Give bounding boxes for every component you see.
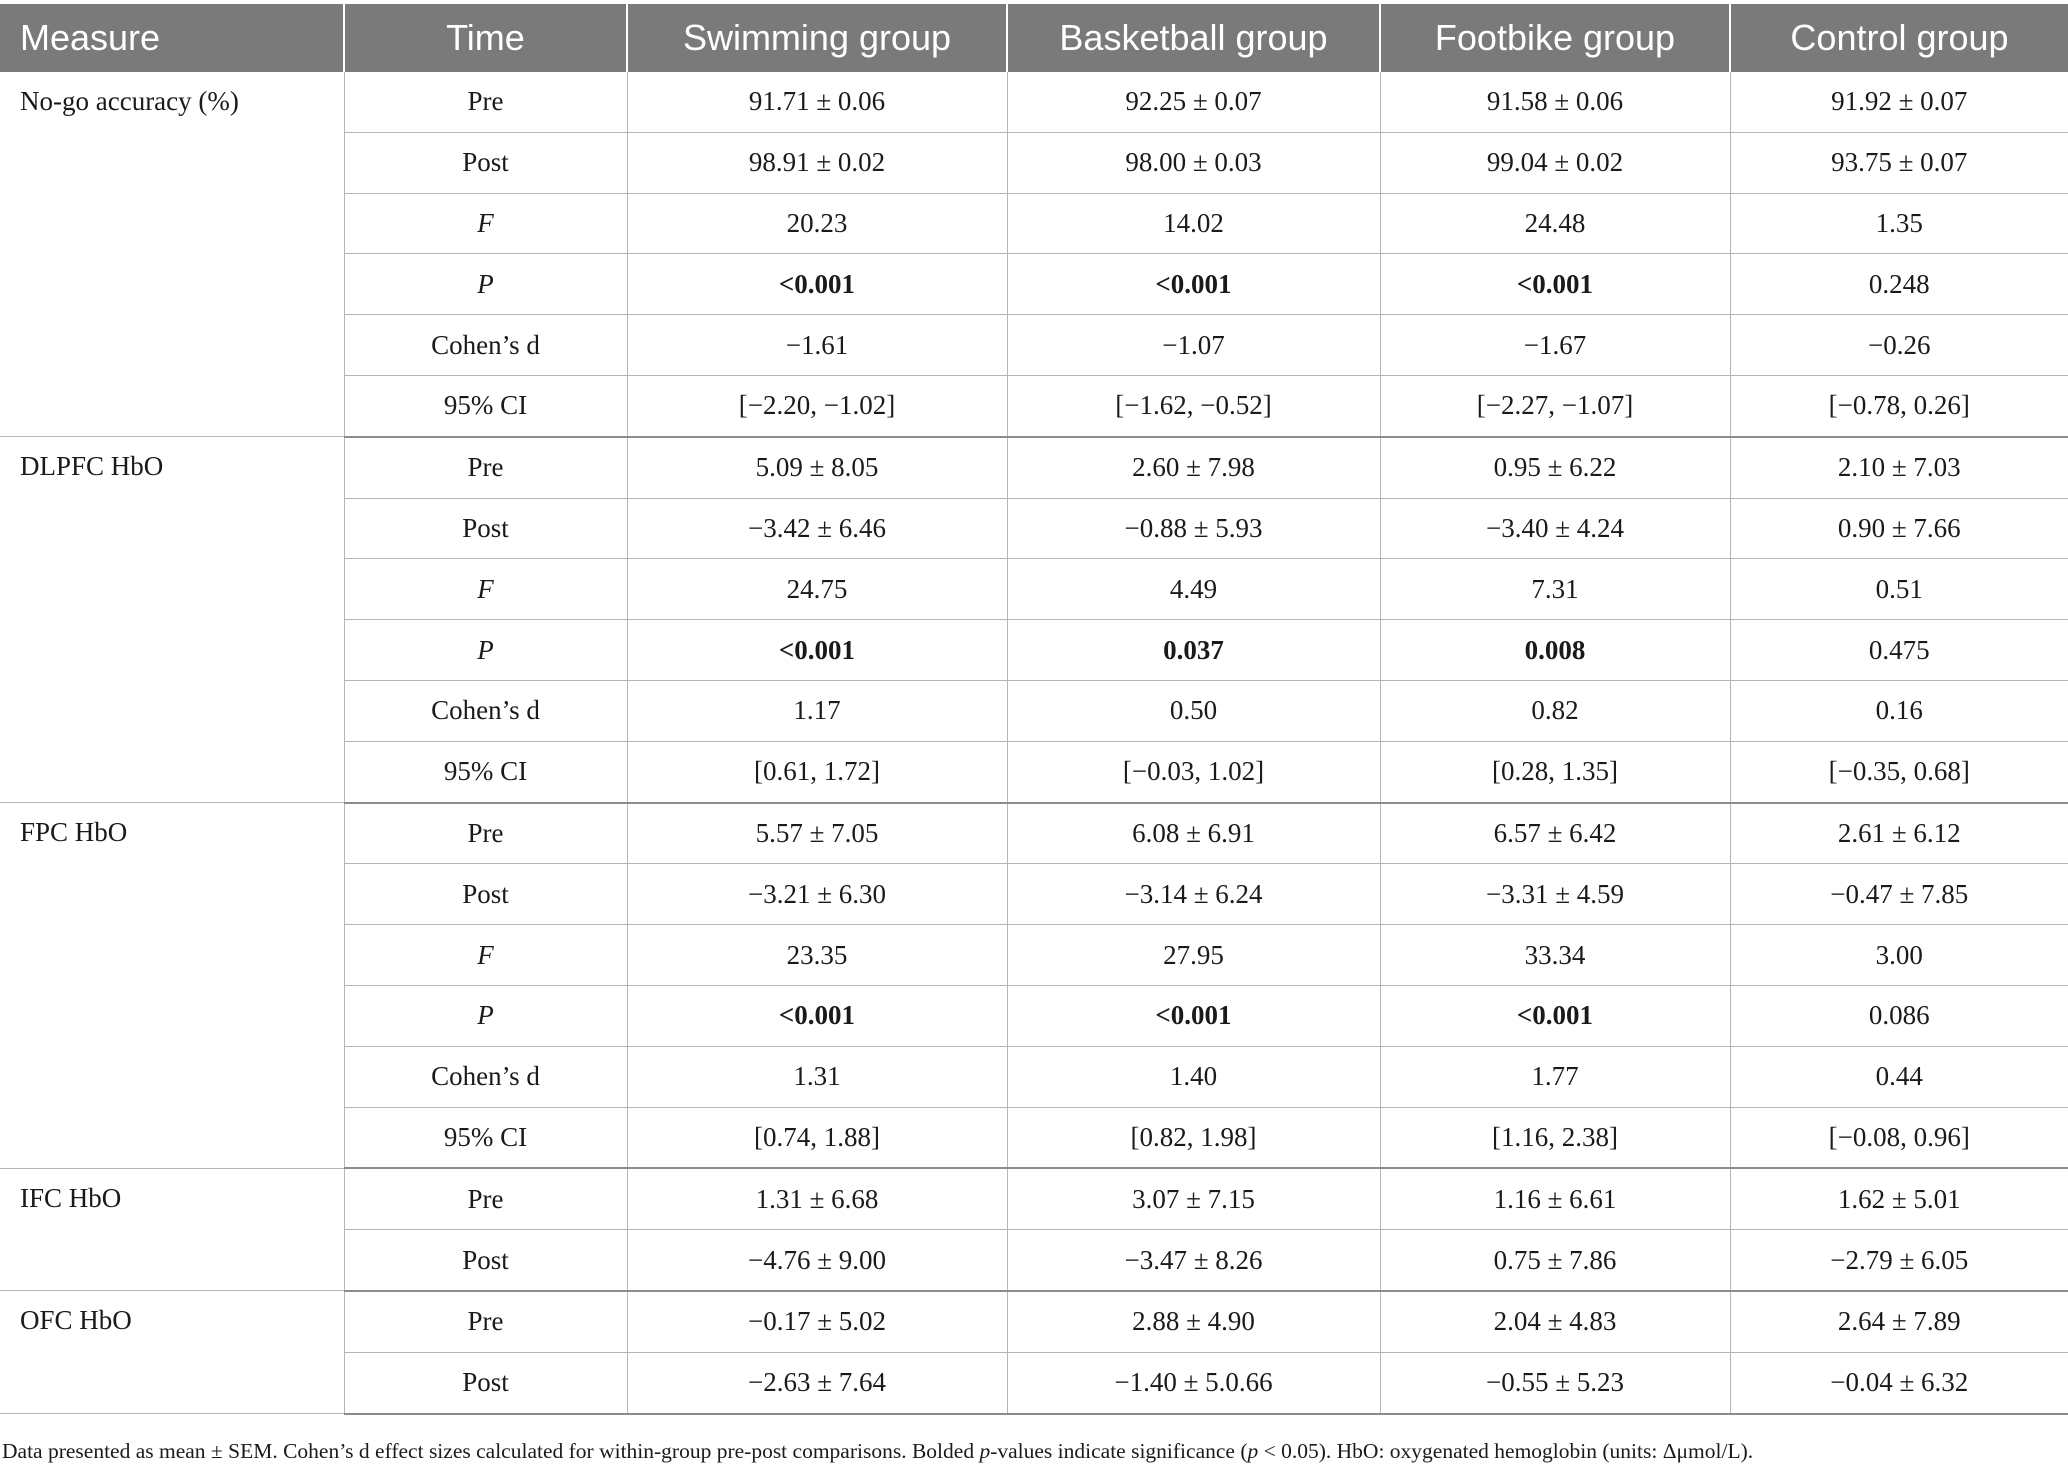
value-cell: 3.07 ± 7.15 xyxy=(1007,1168,1380,1229)
value-cell: 1.17 xyxy=(627,680,1007,741)
measure-cell: FPC HbO xyxy=(0,803,344,1169)
value-cell: 98.00 ± 0.03 xyxy=(1007,132,1380,193)
results-table-container xyxy=(0,4,2068,1415)
value-cell: <0.001 xyxy=(1007,254,1380,315)
value-cell: 98.91 ± 0.02 xyxy=(627,132,1007,193)
value-cell: −0.17 ± 5.02 xyxy=(627,1291,1007,1352)
value-cell: 0.75 ± 7.86 xyxy=(1380,1230,1730,1291)
time-cell: P xyxy=(344,985,627,1046)
table-row xyxy=(0,1291,2068,1352)
time-cell: Cohen’s d xyxy=(344,680,627,741)
header-basketball-group: Basketball group xyxy=(1007,4,1380,72)
measure-cell: IFC HbO xyxy=(0,1168,344,1291)
table-footnote xyxy=(2,1441,1753,1463)
value-cell: [−0.08, 0.96] xyxy=(1730,1107,2068,1168)
value-cell: 6.08 ± 6.91 xyxy=(1007,803,1380,864)
value-cell: [−0.03, 1.02] xyxy=(1007,741,1380,802)
value-cell: 1.77 xyxy=(1380,1046,1730,1107)
time-cell: 95% CI xyxy=(344,375,627,436)
value-cell: 24.48 xyxy=(1380,193,1730,254)
table-row xyxy=(0,803,2068,864)
value-cell: 14.02 xyxy=(1007,193,1380,254)
header-control-group: Control group xyxy=(1730,4,2068,72)
time-cell: Pre xyxy=(344,437,627,498)
value-cell: 20.23 xyxy=(627,193,1007,254)
value-cell: 2.64 ± 7.89 xyxy=(1730,1291,2068,1352)
value-cell: 3.00 xyxy=(1730,925,2068,986)
value-cell: −1.07 xyxy=(1007,315,1380,376)
value-cell: 91.92 ± 0.07 xyxy=(1730,72,2068,132)
value-cell: 0.90 ± 7.66 xyxy=(1730,498,2068,559)
value-cell: 0.248 xyxy=(1730,254,2068,315)
footnote-text: Data presented as mean ± SEM. Cohen’s d effect sizes calculated for within-group pre-post comparisons. Bolded xyxy=(2,1439,980,1463)
table-row xyxy=(0,1168,2068,1229)
table-header xyxy=(0,4,2068,72)
time-cell: Pre xyxy=(344,1291,627,1352)
value-cell: <0.001 xyxy=(1380,985,1730,1046)
value-cell: −2.63 ± 7.64 xyxy=(627,1352,1007,1413)
value-cell: 0.50 xyxy=(1007,680,1380,741)
value-cell: 7.31 xyxy=(1380,559,1730,620)
value-cell: −4.76 ± 9.00 xyxy=(627,1230,1007,1291)
value-cell: 2.61 ± 6.12 xyxy=(1730,803,2068,864)
value-cell: 6.57 ± 6.42 xyxy=(1380,803,1730,864)
measure-cell: DLPFC HbO xyxy=(0,437,344,803)
value-cell: [−0.78, 0.26] xyxy=(1730,375,2068,436)
value-cell: 92.25 ± 0.07 xyxy=(1007,72,1380,132)
time-cell: Post xyxy=(344,132,627,193)
time-cell: P xyxy=(344,254,627,315)
value-cell: 1.35 xyxy=(1730,193,2068,254)
value-cell: [1.16, 2.38] xyxy=(1380,1107,1730,1168)
value-cell: 0.008 xyxy=(1380,620,1730,681)
table-body xyxy=(0,72,2068,1414)
time-cell: F xyxy=(344,925,627,986)
table-row xyxy=(0,72,2068,132)
value-cell: 93.75 ± 0.07 xyxy=(1730,132,2068,193)
value-cell: 24.75 xyxy=(627,559,1007,620)
value-cell: −3.42 ± 6.46 xyxy=(627,498,1007,559)
value-cell: 0.95 ± 6.22 xyxy=(1380,437,1730,498)
value-cell: <0.001 xyxy=(627,985,1007,1046)
value-cell: [0.82, 1.98] xyxy=(1007,1107,1380,1168)
value-cell: −1.40 ± 5.0.66 xyxy=(1007,1352,1380,1413)
value-cell: [−2.20, −1.02] xyxy=(627,375,1007,436)
value-cell: −3.31 ± 4.59 xyxy=(1380,864,1730,925)
value-cell: 0.086 xyxy=(1730,985,2068,1046)
value-cell: 33.34 xyxy=(1380,925,1730,986)
time-cell: 95% CI xyxy=(344,741,627,802)
time-cell: Cohen’s d xyxy=(344,315,627,376)
value-cell: 0.16 xyxy=(1730,680,2068,741)
value-cell: [−1.62, −0.52] xyxy=(1007,375,1380,436)
value-cell: 0.82 xyxy=(1380,680,1730,741)
value-cell: 1.40 xyxy=(1007,1046,1380,1107)
time-cell: Post xyxy=(344,864,627,925)
time-cell: 95% CI xyxy=(344,1107,627,1168)
value-cell: 1.16 ± 6.61 xyxy=(1380,1168,1730,1229)
value-cell: −3.40 ± 4.24 xyxy=(1380,498,1730,559)
footnote-text: -values indicate significance ( xyxy=(990,1439,1248,1463)
time-cell: Cohen’s d xyxy=(344,1046,627,1107)
time-cell: Pre xyxy=(344,1168,627,1229)
value-cell: 2.04 ± 4.83 xyxy=(1380,1291,1730,1352)
results-table xyxy=(0,4,2068,1415)
value-cell: −1.61 xyxy=(627,315,1007,376)
value-cell: <0.001 xyxy=(1380,254,1730,315)
time-cell: F xyxy=(344,193,627,254)
value-cell: −2.79 ± 6.05 xyxy=(1730,1230,2068,1291)
header-row xyxy=(0,4,2068,72)
value-cell: 0.51 xyxy=(1730,559,2068,620)
measure-cell: OFC HbO xyxy=(0,1291,344,1414)
value-cell: −3.47 ± 8.26 xyxy=(1007,1230,1380,1291)
time-cell: Post xyxy=(344,498,627,559)
value-cell: 5.09 ± 8.05 xyxy=(627,437,1007,498)
value-cell: −1.67 xyxy=(1380,315,1730,376)
value-cell: 27.95 xyxy=(1007,925,1380,986)
value-cell: 4.49 xyxy=(1007,559,1380,620)
value-cell: 1.31 ± 6.68 xyxy=(627,1168,1007,1229)
time-cell: Post xyxy=(344,1352,627,1413)
footnote-p-italic: p xyxy=(979,1439,991,1463)
measure-cell: No-go accuracy (%) xyxy=(0,72,344,437)
footnote-text: < 0.05). HbO: oxygenated hemoglobin (units: Δμmol/L). xyxy=(1258,1439,1754,1463)
value-cell: −0.04 ± 6.32 xyxy=(1730,1352,2068,1413)
value-cell: <0.001 xyxy=(1007,985,1380,1046)
value-cell: <0.001 xyxy=(627,254,1007,315)
value-cell: <0.001 xyxy=(627,620,1007,681)
header-time: Time xyxy=(344,4,627,72)
header-footbike-group: Footbike group xyxy=(1380,4,1730,72)
value-cell: 5.57 ± 7.05 xyxy=(627,803,1007,864)
value-cell: 91.58 ± 0.06 xyxy=(1380,72,1730,132)
footnote-p-italic: p xyxy=(1247,1439,1259,1463)
time-cell: Post xyxy=(344,1230,627,1291)
value-cell: 0.44 xyxy=(1730,1046,2068,1107)
header-swimming-group: Swimming group xyxy=(627,4,1007,72)
value-cell: 2.60 ± 7.98 xyxy=(1007,437,1380,498)
value-cell: −0.55 ± 5.23 xyxy=(1380,1352,1730,1413)
value-cell: 91.71 ± 0.06 xyxy=(627,72,1007,132)
value-cell: −0.88 ± 5.93 xyxy=(1007,498,1380,559)
value-cell: [0.74, 1.88] xyxy=(627,1107,1007,1168)
value-cell: [0.28, 1.35] xyxy=(1380,741,1730,802)
value-cell: 99.04 ± 0.02 xyxy=(1380,132,1730,193)
value-cell: 1.62 ± 5.01 xyxy=(1730,1168,2068,1229)
table-row xyxy=(0,437,2068,498)
value-cell: [−0.35, 0.68] xyxy=(1730,741,2068,802)
value-cell: [0.61, 1.72] xyxy=(627,741,1007,802)
value-cell: 0.037 xyxy=(1007,620,1380,681)
time-cell: P xyxy=(344,620,627,681)
value-cell: 2.88 ± 4.90 xyxy=(1007,1291,1380,1352)
value-cell: −3.21 ± 6.30 xyxy=(627,864,1007,925)
value-cell: 2.10 ± 7.03 xyxy=(1730,437,2068,498)
value-cell: 1.31 xyxy=(627,1046,1007,1107)
time-cell: Pre xyxy=(344,72,627,132)
value-cell: [−2.27, −1.07] xyxy=(1380,375,1730,436)
time-cell: F xyxy=(344,559,627,620)
header-measure: Measure xyxy=(0,4,344,72)
time-cell: Pre xyxy=(344,803,627,864)
value-cell: 23.35 xyxy=(627,925,1007,986)
value-cell: 0.475 xyxy=(1730,620,2068,681)
value-cell: −0.47 ± 7.85 xyxy=(1730,864,2068,925)
value-cell: −3.14 ± 6.24 xyxy=(1007,864,1380,925)
value-cell: −0.26 xyxy=(1730,315,2068,376)
